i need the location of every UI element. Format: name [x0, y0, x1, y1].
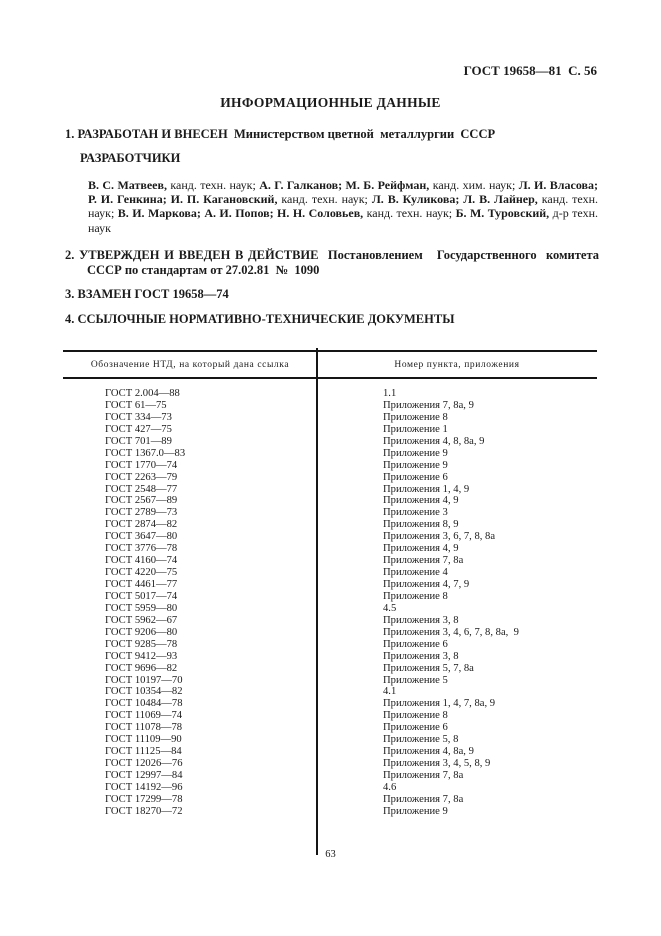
cell-gost-designation: ГОСТ 2263—79 — [105, 471, 178, 483]
cell-gost-designation: ГОСТ 427—75 — [105, 423, 172, 435]
cell-gost-designation: ГОСТ 5017—74 — [105, 590, 178, 602]
cell-clause-reference: Приложение 8 — [383, 590, 448, 602]
cell-clause-reference: Приложения 4, 8, 8а, 9 — [383, 435, 485, 447]
table-row — [63, 591, 597, 603]
developer-name: Б. М. Туровский, — [455, 206, 550, 221]
developers-paragraph — [88, 178, 598, 235]
table-row — [63, 806, 597, 818]
cell-gost-designation: ГОСТ 9412—93 — [105, 650, 178, 662]
table-row — [63, 651, 597, 663]
table-row — [63, 519, 597, 531]
developer-degree: канд. техн. наук; — [88, 192, 599, 221]
cell-clause-reference: Приложения 4, 8а, 9 — [383, 746, 474, 758]
developer-degree: канд. техн. наук; — [277, 192, 372, 207]
cell-clause-reference: Приложение 9 — [383, 459, 448, 471]
table-row — [63, 794, 597, 806]
page-number: 63 — [325, 849, 336, 860]
cell-gost-designation: ГОСТ 334—73 — [105, 411, 172, 423]
table-row — [63, 722, 597, 734]
reference-table — [63, 350, 597, 818]
cell-gost-designation: ГОСТ 61—75 — [105, 399, 167, 411]
section-2-approved: 2. УТВЕРЖДЕН И ВВЕДЕН В ДЕЙСТВИЕ Постановлением Государственного комитета СССР по стандартам от 27.02.81 № 1090 — [65, 248, 603, 277]
cell-clause-reference: Приложение 1 — [383, 423, 448, 435]
cell-clause-reference: Приложения 4, 9 — [383, 495, 459, 507]
cell-gost-designation: ГОСТ 4220—75 — [105, 567, 178, 579]
table-row — [63, 388, 597, 400]
cell-gost-designation: ГОСТ 9696—82 — [105, 662, 178, 674]
table-row — [63, 543, 597, 555]
cell-gost-designation: ГОСТ 2548—77 — [105, 483, 178, 495]
table-row — [63, 758, 597, 770]
table-row — [63, 639, 597, 651]
table-row — [63, 698, 597, 710]
cell-clause-reference: 1.1 — [383, 388, 397, 399]
cell-gost-designation: ГОСТ 2874—82 — [105, 519, 178, 531]
table-row — [63, 567, 597, 579]
table-row — [63, 782, 597, 794]
cell-clause-reference: Приложение 5 — [383, 674, 448, 686]
table-column-divider — [316, 348, 318, 855]
table-row — [63, 615, 597, 627]
table-row — [63, 579, 597, 591]
developers-heading: РАЗРАБОТЧИКИ — [80, 151, 181, 165]
cell-gost-designation: ГОСТ 9206—80 — [105, 626, 178, 638]
developer-name: А. Г. Галканов; М. Б. Рейфман, — [259, 178, 430, 192]
cell-gost-designation: ГОСТ 2.004—88 — [105, 388, 180, 399]
cell-clause-reference: Приложения 1, 4, 9 — [383, 483, 470, 495]
table-row — [63, 663, 597, 675]
table-row — [63, 484, 597, 496]
column-header-designation: Обозначение НТД, на который дана ссылка — [90, 359, 290, 370]
cell-clause-reference: Приложения 7, 8а — [383, 793, 464, 805]
table-row — [63, 424, 597, 436]
cell-clause-reference: Приложения 7, 8а, 9 — [383, 399, 474, 411]
table-row — [63, 686, 597, 698]
column-header-clause: Номер пункта, приложения — [394, 359, 520, 370]
table-row — [63, 507, 597, 519]
cell-gost-designation: ГОСТ 14192—96 — [105, 781, 183, 793]
developer-degree: канд. техн. наук; — [166, 178, 260, 192]
table-row — [63, 436, 597, 448]
developer-name: Л. И. Власова; Р. И. Генкина; И. П. Кагановский, — [88, 178, 598, 207]
cell-clause-reference: Приложения 1, 4, 7, 8а, 9 — [383, 698, 496, 710]
cell-clause-reference: 4.6 — [383, 781, 397, 793]
document-reference-header: ГОСТ 19658—81 С. 56 — [463, 63, 597, 78]
cell-clause-reference: Приложение 4 — [383, 567, 448, 579]
cell-clause-reference: Приложения 3, 8 — [383, 650, 459, 662]
table-row — [63, 412, 597, 424]
cell-clause-reference: Приложения 3, 4, 5, 8, 9 — [383, 758, 491, 770]
cell-gost-designation: ГОСТ 3776—78 — [105, 543, 178, 555]
cell-clause-reference: Приложение 6 — [383, 471, 448, 483]
cell-gost-designation: ГОСТ 10197—70 — [105, 674, 183, 686]
cell-gost-designation: ГОСТ 10484—78 — [105, 698, 183, 710]
cell-clause-reference: Приложение 6 — [383, 638, 448, 650]
page-title: ИНФОРМАЦИОННЫЕ ДАННЫЕ — [220, 95, 441, 110]
cell-clause-reference: Приложение 3 — [383, 507, 448, 519]
cell-gost-designation: ГОСТ 11125—84 — [105, 746, 182, 758]
table-row — [63, 472, 597, 484]
cell-clause-reference: 4.1 — [383, 686, 397, 698]
cell-clause-reference: 4.5 — [383, 602, 397, 614]
cell-gost-designation: ГОСТ 11069—74 — [105, 710, 183, 722]
cell-gost-designation: ГОСТ 9285—78 — [105, 638, 178, 650]
developer-name: В. И. Маркова; А. И. Попов; Н. Н. Соловьев, — [117, 206, 364, 221]
cell-clause-reference: Приложения 7, 8а — [383, 770, 464, 781]
table-body — [63, 379, 597, 818]
cell-gost-designation: ГОСТ 12026—76 — [105, 758, 183, 770]
cell-gost-designation: ГОСТ 2789—73 — [105, 507, 178, 519]
cell-gost-designation: ГОСТ 4160—74 — [105, 555, 178, 567]
cell-clause-reference: Приложения 3, 6, 7, 8, 8а — [383, 531, 496, 543]
developer-degree: канд. хим. наук; — [429, 178, 519, 192]
cell-gost-designation: ГОСТ 701—89 — [105, 435, 172, 447]
developer-degree: канд. техн. наук; — [363, 206, 456, 221]
table-row — [63, 531, 597, 543]
table-row — [63, 734, 597, 746]
cell-clause-reference: Приложения 7, 8а — [383, 555, 464, 567]
table-row — [63, 675, 597, 687]
developer-name: Л. В. Куликова; Л. В. Лайнер, — [371, 192, 538, 207]
developer-name: В. С. Матвеев, — [88, 178, 167, 192]
table-row — [63, 710, 597, 722]
developer-degree: д-р техн. наук — [88, 206, 598, 235]
cell-gost-designation: ГОСТ 5962—67 — [105, 614, 178, 626]
cell-clause-reference: Приложение 8 — [383, 411, 448, 423]
table-row — [63, 746, 597, 758]
cell-clause-reference: Приложение 6 — [383, 722, 448, 734]
table-row — [63, 448, 597, 460]
cell-clause-reference: Приложения 8, 9 — [383, 519, 459, 531]
section-3-replaces: 3. ВЗАМЕН ГОСТ 19658—74 — [65, 287, 229, 301]
table-row — [63, 460, 597, 472]
cell-gost-designation: ГОСТ 5959—80 — [105, 602, 178, 614]
cell-clause-reference: Приложение 9 — [383, 805, 448, 817]
cell-gost-designation: ГОСТ 1367.0—83 — [105, 447, 186, 459]
table-row — [63, 603, 597, 615]
cell-clause-reference: Приложения 3, 4, 6, 7, 8, 8а, 9 — [383, 626, 519, 638]
cell-gost-designation: ГОСТ 12997—84 — [105, 770, 183, 781]
cell-gost-designation: ГОСТ 17299—78 — [105, 793, 183, 805]
cell-clause-reference: Приложение 5, 8 — [383, 734, 459, 746]
cell-clause-reference: Приложения 5, 7, 8а — [383, 662, 474, 674]
table-row — [63, 555, 597, 567]
table-header-row — [63, 350, 597, 379]
table-row — [63, 400, 597, 412]
cell-gost-designation: ГОСТ 4461—77 — [105, 579, 178, 590]
section-1-developed-by: 1. РАЗРАБОТАН И ВНЕСЕН Министерством цветной металлургии СССР — [65, 127, 496, 141]
cell-gost-designation: ГОСТ 10354—82 — [105, 686, 183, 698]
table-row — [63, 770, 597, 782]
cell-clause-reference: Приложения 4, 7, 9 — [383, 579, 470, 590]
cell-clause-reference: Приложение 9 — [383, 447, 448, 459]
cell-clause-reference: Приложения 3, 8 — [383, 614, 459, 626]
cell-gost-designation: ГОСТ 18270—72 — [105, 805, 183, 817]
cell-gost-designation: ГОСТ 2567—89 — [105, 495, 178, 507]
cell-clause-reference: Приложение 8 — [383, 710, 448, 722]
table-row — [63, 627, 597, 639]
section-4-reference-documents: 4. ССЫЛОЧНЫЕ НОРМАТИВНО-ТЕХНИЧЕСКИЕ ДОКУМЕНТЫ — [65, 312, 455, 326]
cell-gost-designation: ГОСТ 11078—78 — [105, 722, 183, 734]
cell-gost-designation: ГОСТ 11109—90 — [105, 734, 182, 746]
cell-gost-designation: ГОСТ 3647—80 — [105, 531, 178, 543]
table-row — [63, 495, 597, 507]
cell-clause-reference: Приложения 4, 9 — [383, 543, 459, 555]
cell-gost-designation: ГОСТ 1770—74 — [105, 459, 178, 471]
